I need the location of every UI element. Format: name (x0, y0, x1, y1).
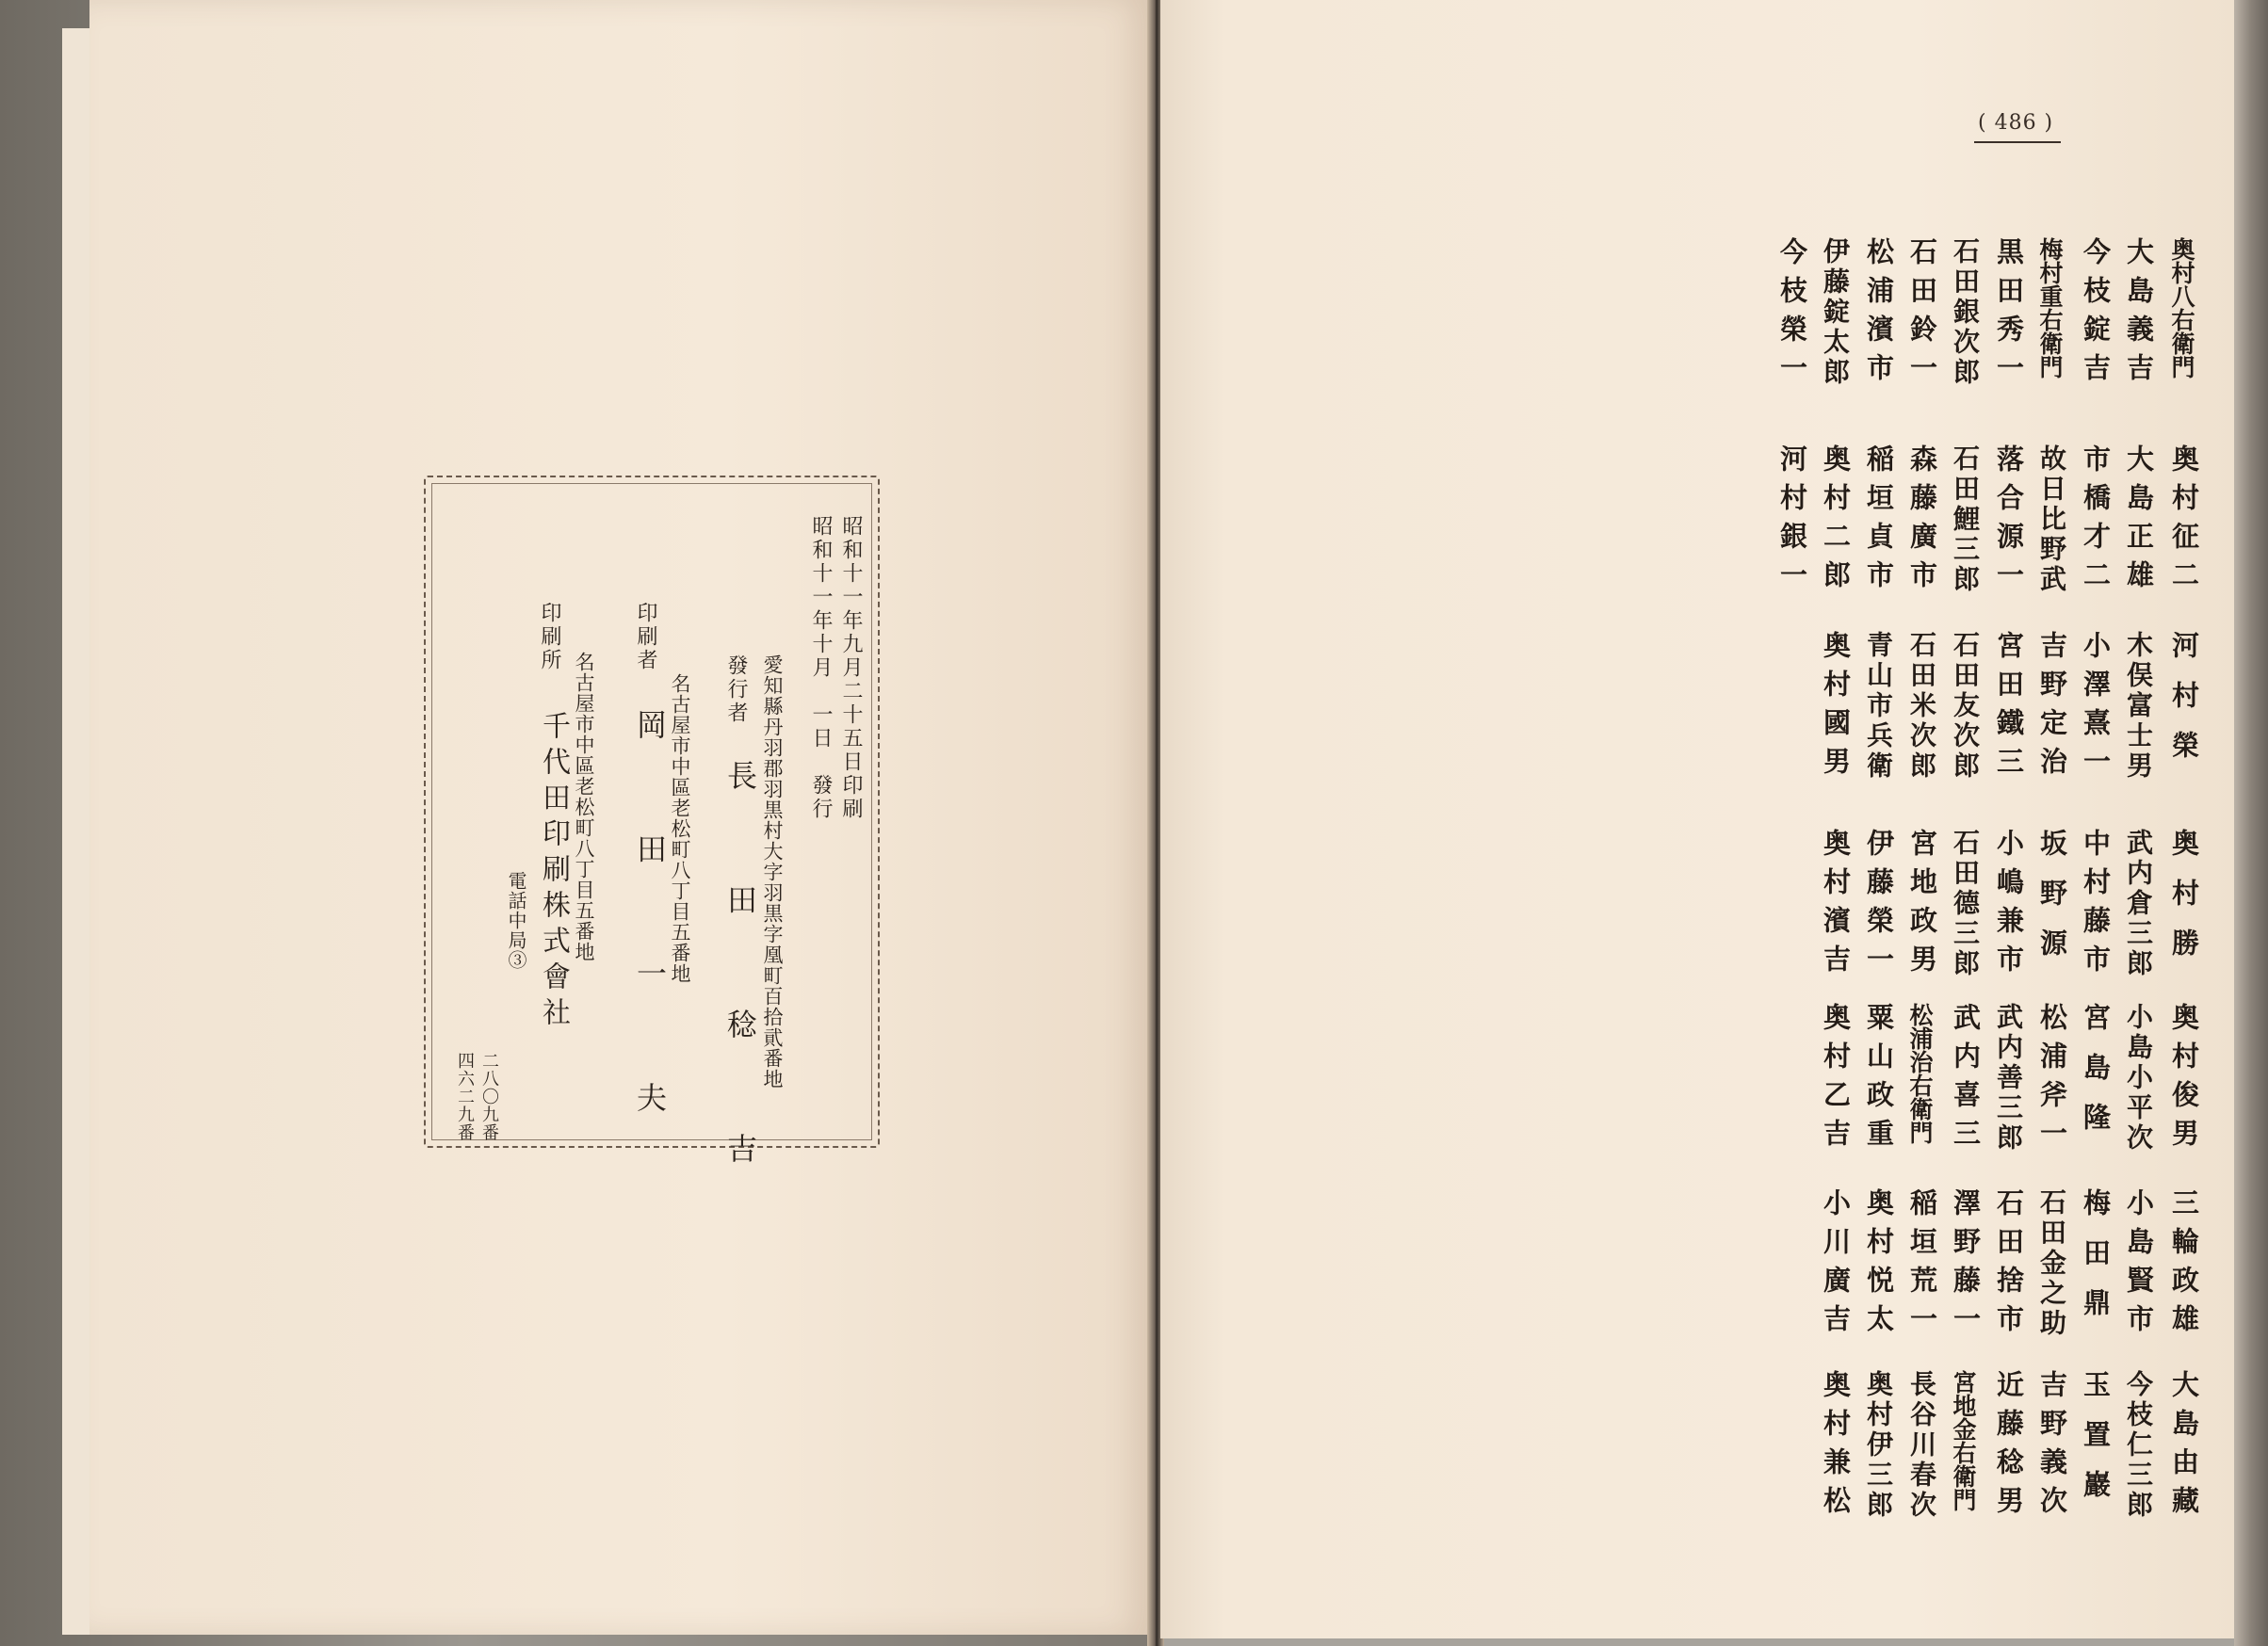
publisher-address: 愛知縣丹羽郡羽黒村大字羽黒字凰町百拾貮番地 (761, 654, 784, 1089)
roster-name: 石田金之助 (2036, 1188, 2067, 1339)
book-right-edge (2234, 0, 2268, 1646)
printed-date: 昭和十一年九月二十五日印刷 (839, 515, 863, 821)
roster-name: 松浦治右衛門 (1906, 1003, 1934, 1144)
roster-name: 宮地政男 (1906, 829, 1938, 983)
roster-name: 小島賢市 (2123, 1188, 2155, 1343)
page-number-rule (1974, 141, 2061, 143)
roster-name: 奥村悦太 (1863, 1188, 1895, 1343)
roster-name: 青山市兵衛 (1863, 631, 1894, 782)
roster-name: 吉野義次 (2036, 1370, 2068, 1525)
roster-name: 大島正雄 (2123, 444, 2155, 599)
roster-name: 奥村國男 (1820, 631, 1852, 785)
telephone-number-2: 四六二九番 (455, 1052, 475, 1141)
roster-name: 小嶋兼市 (1993, 829, 2025, 983)
roster-name: 奥村二郎 (1820, 444, 1852, 599)
roster-name: 小川廣吉 (1820, 1188, 1852, 1343)
roster-name: 松浦斧一 (2036, 1003, 2068, 1157)
right-page (1160, 0, 2234, 1638)
roster-name: 宮島隆 (2080, 1003, 2112, 1153)
page-number: ( 486 ) (1978, 111, 2054, 135)
roster-name: 玉置巖 (2080, 1370, 2112, 1520)
roster-name: 奥村乙吉 (1820, 1003, 1852, 1157)
roster-name: 石田捨市 (1993, 1188, 2025, 1343)
roster-name: 故日比野武 (2036, 444, 2067, 595)
roster-name: 今枝錠吉 (2080, 237, 2112, 392)
publisher-name: 長 田 稔 吉 (722, 760, 758, 1195)
roster-name: 河村銀一 (1776, 444, 1808, 599)
roster-name: 宮田鐵三 (1993, 631, 2025, 785)
roster-name: 三輪政雄 (2168, 1188, 2200, 1343)
roster-name: 奥村伊三郎 (1863, 1370, 1894, 1521)
telephone-label: 電話中局③ (505, 871, 527, 970)
roster-name: 奥村勝 (2168, 829, 2200, 978)
left-page (89, 0, 1149, 1635)
roster-name: 小澤熹一 (2080, 631, 2112, 785)
roster-name: 奥村征二 (2168, 444, 2200, 599)
publisher-label: 發行者 (724, 654, 748, 725)
roster-name: 坂野源 (2036, 829, 2068, 978)
roster-name: 近藤稔男 (1993, 1370, 2025, 1525)
telephone-number-1: 二八〇九番 (479, 1052, 499, 1141)
roster-name: 梅村重右衛門 (2036, 237, 2064, 379)
roster-name: 今枝仁三郎 (2123, 1370, 2154, 1521)
roster-name: 森藤廣市 (1906, 444, 1938, 599)
roster-name: 石田米次郎 (1906, 631, 1937, 782)
roster-name: 石田鈴一 (1906, 237, 1938, 392)
roster-name: 粟山政重 (1863, 1003, 1895, 1157)
roster-name: 落合源一 (1993, 444, 2025, 599)
roster-name: 石田銀次郎 (1950, 237, 1981, 388)
roster-name: 黒田秀一 (1993, 237, 2025, 392)
press-address: 名古屋市中區老松町八丁目五番地 (573, 652, 595, 962)
roster-name: 今枝榮一 (1776, 237, 1808, 392)
colophon-box (424, 476, 880, 1195)
press-name: 千代田印刷株式會社 (537, 711, 570, 1033)
roster-name: 武内倉三郎 (2123, 829, 2154, 979)
roster-name: 奥村兼松 (1820, 1370, 1852, 1525)
roster-name: 大島由藏 (2168, 1370, 2200, 1525)
roster-name: 河村榮 (2168, 631, 2200, 781)
roster-name: 中村藤市 (2080, 829, 2112, 983)
roster-name: 稲垣貞市 (1863, 444, 1895, 599)
roster-name: 武内喜三 (1950, 1003, 1982, 1157)
roster-name: 宮地金右衛門 (1950, 1370, 1977, 1511)
roster-name: 武内善三郎 (1993, 1003, 2024, 1154)
roster-name: 吉野定治 (2036, 631, 2068, 785)
roster-name: 市橋才二 (2080, 444, 2112, 599)
roster-name: 石田鯉三郎 (1950, 444, 1981, 595)
roster-name: 小島小平次 (2123, 1003, 2154, 1154)
roster-name: 梅田鼎 (2080, 1188, 2112, 1338)
roster-name: 長谷川春次 (1906, 1370, 1937, 1521)
roster-name: 松浦濱市 (1863, 237, 1895, 392)
roster-name: 稲垣荒一 (1906, 1188, 1938, 1343)
printer-name: 岡 田 一 夫 (632, 709, 668, 1144)
roster-name: 奥村濱吉 (1820, 829, 1852, 983)
published-date: 昭和十一年十月 一日 發行 (809, 515, 833, 821)
printer-label: 印刷者 (634, 602, 657, 672)
roster-name: 伊藤錠太郎 (1820, 237, 1851, 388)
roster-name: 奥村俊男 (2168, 1003, 2200, 1157)
roster-name: 石田友次郎 (1950, 631, 1981, 782)
roster-name: 奥村八右衛門 (2168, 237, 2195, 379)
printer-address: 名古屋市中區老松町八丁目五番地 (669, 673, 691, 984)
roster-name: 伊藤榮一 (1863, 829, 1895, 983)
roster-name: 木俣富士男 (2123, 631, 2154, 782)
roster-name: 石田德三郎 (1950, 829, 1981, 979)
roster-name: 大島義吉 (2123, 237, 2155, 392)
roster-name: 澤野藤一 (1950, 1188, 1982, 1343)
press-label: 印刷所 (538, 602, 561, 672)
